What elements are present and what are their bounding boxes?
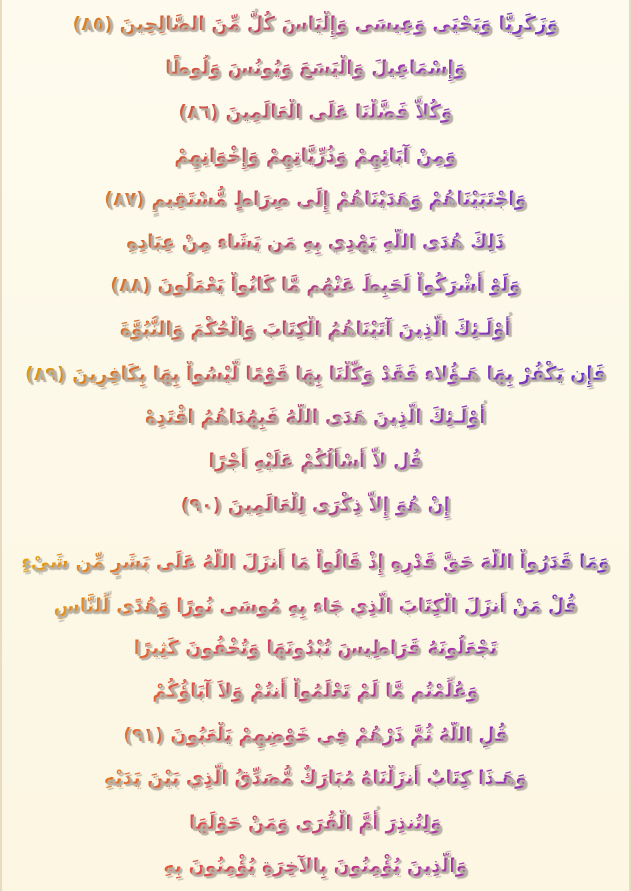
verse-line: وَإِسْمَاعِيلَ وَالْيَسَعَ وَيُونُسَ وَلُوطًا xyxy=(2,55,629,81)
verse-line: وَلَوْ أَشْرَكُواْ لَحَبِطَ عَنْهُم مَّا كَانُواْ يَعْمَلُونَ (٨٨) xyxy=(2,272,629,298)
verse-line: وَمَا قَدَرُواْ اللّهَ حَقَّ قَدْرِهِ إِذْ قَالُواْ مَا أَنزَلَ اللّهُ عَلَى بَشَرٍ مِّن شَيْءٍ xyxy=(2,549,629,575)
verse-line: فَإِن يَكْفُرْ بِهَا هَـؤُلاء فَقَدْ وَكَّلْنَا بِهَا قَوْمًا لَّيْسُواْ بِهَا بِكَافِرِينَ (٨٩) xyxy=(2,361,629,387)
verse-line: قُل لاَّ أَسْأَلُكُمْ عَلَيْهِ أَجْرًا xyxy=(2,448,629,474)
verse-line: تَجْعَلُونَهُ قَرَاطِيسَ تُبْدُونَهَا وَتُخْفُونَ كَثِيرًا xyxy=(2,635,629,661)
verse-line: إِنْ هُوَ إِلاَّ ذِكْرَى لِلْعَالَمِينَ (٩٠) xyxy=(2,492,629,518)
verse-line: وَلِتُنذِرَ أُمَّ الْقُرَى وَمَنْ حَوْلَهَا xyxy=(2,810,629,836)
verse-line: وَزَكَرِيَّا وَيَحْيَى وَعِيسَى وَإِلْيَاسَ كُلٌّ مِّنَ الصَّالِحِينَ (٨٥) xyxy=(2,11,629,37)
verse-line: قُلِ اللّهُ ثُمَّ ذَرْهُمْ فِي خَوْضِهِمْ يَلْعَبُونَ (٩١) xyxy=(2,722,629,748)
verse-line: وَهَـذَا كِتَابٌ أَنزَلْنَاهُ مُبَارَكٌ مُّصَدِّقُ الَّذِي بَيْنَ يَدَيْهِ xyxy=(2,765,629,791)
verse-line: ذَلِكَ هُدَى اللّهِ يَهْدِي بِهِ مَن يَشَاء مِنْ عِبَادِهِ xyxy=(2,229,629,255)
verse-line: وَالَّذِينَ يُؤْمِنُونَ بِالآخِرَةِ يُؤْمِنُونَ بِهِ xyxy=(2,853,629,879)
verse-line: قُلْ مَنْ أَنزَلَ الْكِتَابَ الَّذِي جَاء بِهِ مُوسَى نُورًا وَهُدًى لِّلنَّاسِ xyxy=(2,593,629,619)
verse-line: وَاجْتَبَيْنَاهُمْ وَهَدَيْنَاهُمْ إِلَى صِرَاطٍ مُّسْتَقِيمٍ (٨٧) xyxy=(2,186,629,212)
verse-line: أُوْلَـئِكَ الَّذِينَ آتَيْنَاهُمُ الْكِتَابَ وَالْحُكْمَ وَالنُّبُوَّةَ xyxy=(2,316,629,342)
verse-line: وَعُلِّمْتُم مَّا لَمْ تَعْلَمُواْ أَنتُمْ وَلاَ آبَاؤُكُمْ xyxy=(2,678,629,704)
verse-line: أُوْلَـئِكَ الَّذِينَ هَدَى اللّهُ فَبِهُدَاهُمُ اقْتَدِهْ xyxy=(2,404,629,430)
verse-line: وَمِنْ آبَائِهِمْ وَذُرِّيَّاتِهِمْ وَإِخْوَانِهِمْ xyxy=(2,143,629,169)
verse-line: وَكُلاًّ فَضَّلْنَا عَلَى الْعَالَمِينَ (٨٦) xyxy=(2,99,629,125)
